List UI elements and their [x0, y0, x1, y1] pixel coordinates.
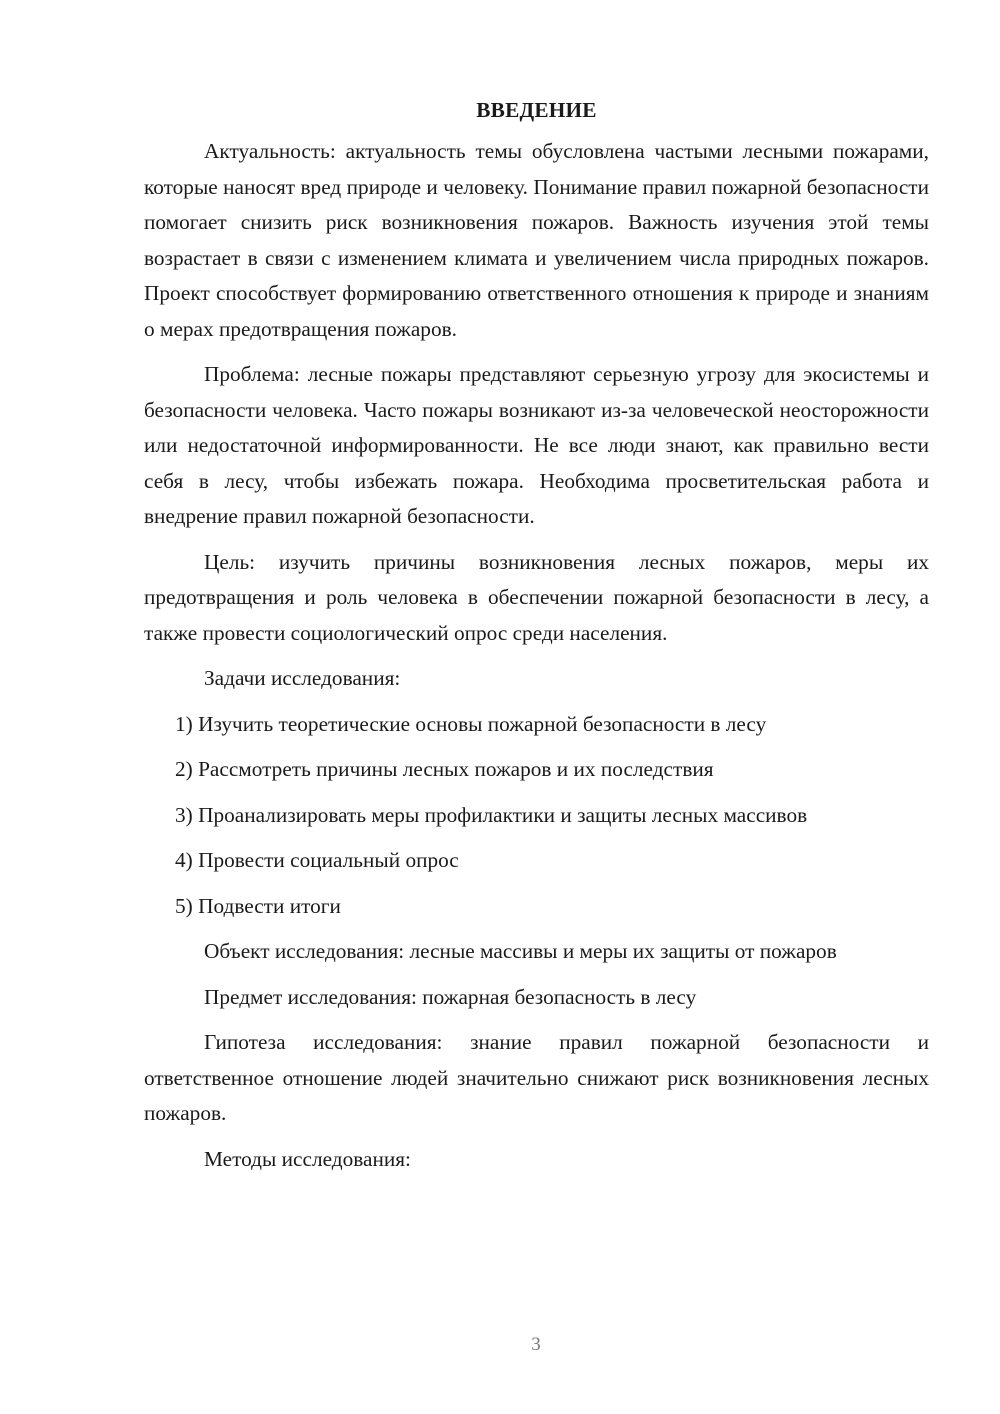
page-number: 3	[531, 1334, 541, 1355]
list-item: 3) Проанализировать меры профилактики и защиты лесных массивов	[175, 802, 808, 827]
list-item: 1) Изучить теоретические основы пожарной безопасности в лесу	[175, 711, 767, 736]
list-item: 5) Подвести итоги	[175, 893, 341, 918]
methods-heading: Методы исследования:	[204, 1146, 411, 1171]
relevance-paragraph: Актуальность: актуальность темы обусловлена частыми лесными пожарами, которые наносят вред природе и человеку. Понимание правил пожарной безопасности помогает снизить риск возникновения пожаров. Важность изучения этой темы возрастает в связи с изменением климата и увеличением числа природных пожаров. Проект способствует формированию ответственного отношения к природе и знаниям о мерах предотвращения пожаров.	[144, 139, 929, 341]
list-item: 2) Рассмотреть причины лесных пожаров и их последствия	[175, 757, 714, 781]
subject-paragraph: Предмет исследования: пожарная безопасность в лесу	[204, 984, 697, 1009]
list-item: 4) Провести социальный опрос	[175, 848, 459, 872]
object-paragraph: Объект исследования: лесные массивы и меры их защиты от пожаров	[204, 939, 837, 963]
tasks-heading: Задачи исследования:	[204, 666, 401, 690]
page-content	[144, 93, 929, 1177]
hypothesis-paragraph: Гипотеза исследования: знание правил пожарной безопасности и ответственное отношение людей значительно снижают риск возникновения лесных пожаров.	[144, 1030, 929, 1125]
goal-paragraph: Цель: изучить причины возникновения лесных пожаров, меры их предотвращения и роль человека в обеспечении пожарной безопасности в лесу, а также провести социологический опрос среди населения.	[144, 549, 929, 645]
problem-paragraph: Проблема: лесные пожары представляют серьезную угрозу для экосистемы и безопасности человека. Часто пожары возникают из-за человеческой неосторожности или недостаточной информированности. Не все люди знают, как правильно вести себя в лесу, чтобы избежать пожара. Необходима просветительская работа и внедрение правил пожарной безопасности.	[144, 362, 929, 528]
page-title: ВВЕДЕНИЕ	[476, 98, 597, 122]
tasks-list	[144, 707, 929, 925]
